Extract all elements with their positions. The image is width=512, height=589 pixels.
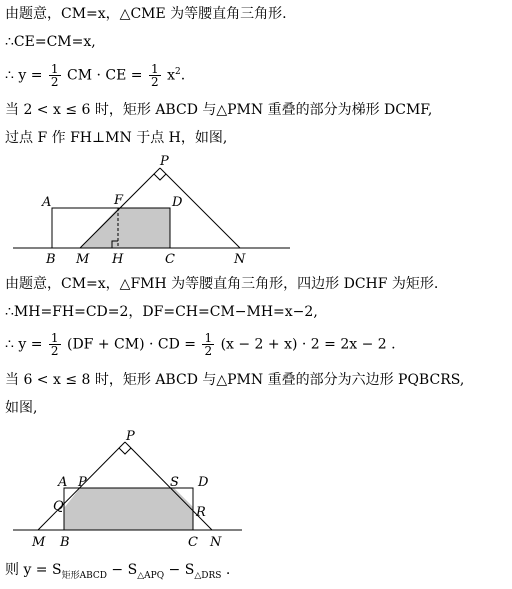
label-N: N [234, 252, 246, 267]
eq3-lhs: ∴ y = [5, 67, 43, 84]
label-F: F [114, 193, 124, 208]
text-line-4: 当 2 < x ≤ 6 时，矩形 ABCD 与△PMN 重叠的部分为梯形 DCMF, [5, 102, 433, 118]
eq8-rhs: (x − 2 + x) · 2 = 2x − 2 . [220, 336, 396, 353]
label-M: M [76, 252, 90, 267]
figure-trapezoid [0, 150, 512, 270]
figure-hexagon [0, 425, 512, 555]
eq3-mid: CM · CE = [67, 67, 143, 84]
label-S: S [170, 475, 179, 490]
fraction-half: $\frac{1}{2}$ [150, 62, 159, 90]
text-line-6: 由题意，CM=x，△FMH 为等腰直角三角形，四边形 DCHF 为矩形. [5, 276, 439, 292]
label-N: N [210, 535, 222, 550]
text-line-9: 当 6 < x ≤ 8 时，矩形 ABCD 与△PMN 重叠的部分为六边形 PQBCRS, [5, 372, 465, 388]
fraction-half: $\frac{1}{2}$ [50, 62, 59, 90]
label-A: A [58, 475, 68, 490]
text-line-1: 由题意，CM=x，△CME 为等腰直角三角形. [5, 6, 287, 22]
text-line-3: ∴ y = $\frac{1}{2}$ CM · CE = $\frac{1}{2}$ $x^2$. [5, 62, 186, 90]
label-Q: Q [53, 499, 64, 514]
fraction-half: $\frac{1}{2}$ [50, 331, 59, 358]
label-R: R [196, 505, 206, 520]
label-B: B [46, 252, 56, 267]
subscript-drs: △DRS [194, 570, 222, 581]
text-line-8 [5, 332, 396, 357]
label-C: C [188, 535, 198, 550]
subscript-apq: △APQ [137, 570, 165, 581]
label-D: D [172, 195, 183, 210]
text-line-5: 过点 F 作 FH⊥MN 于点 H，如图, [5, 130, 228, 146]
label-M: M [32, 535, 46, 550]
label-P: P [126, 429, 135, 444]
exponent: 2 [174, 67, 181, 77]
overlap-trapezoid [80, 208, 170, 248]
text-line-11: 则 $y = S_{矩形ABCD} - S_{\triangle APQ} - S_{\triangle DRS}$ . [5, 562, 231, 581]
eq3-x: x [167, 67, 175, 84]
label-P2: P [78, 475, 87, 490]
eq8-lhs: ∴ y = [5, 336, 43, 353]
text-line-2: ∴CE=CM=x, [5, 34, 96, 50]
label-P: P [160, 154, 169, 169]
right-angle-p [119, 448, 131, 454]
overlap-hexagon [64, 488, 193, 530]
right-angle-p [154, 174, 166, 180]
label-B: B [60, 535, 70, 550]
fraction-half: $\frac{1}{2}$ [204, 331, 213, 358]
text-line-10: 如图, [5, 400, 38, 416]
label-C: C [165, 252, 175, 267]
text-line-7: ∴MH=FH=CD=2，DF=CH=CM−MH=x−2, [5, 304, 318, 320]
label-H: H [112, 252, 124, 267]
subscript-rect: 矩形ABCD [61, 570, 107, 581]
label-A: A [42, 195, 52, 210]
eq8-mid: (DF + CM) · CD = [67, 336, 197, 353]
label-D: D [198, 475, 209, 490]
